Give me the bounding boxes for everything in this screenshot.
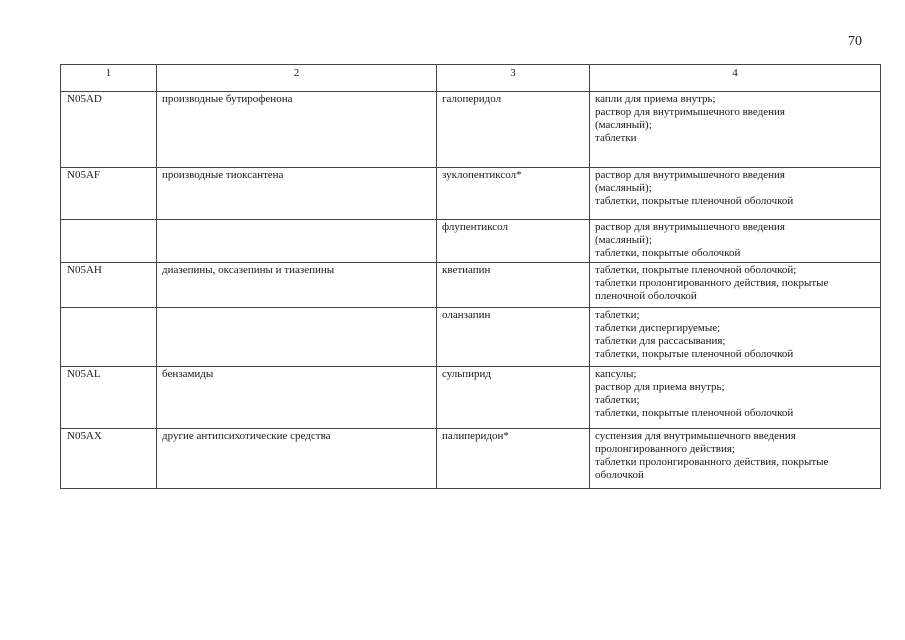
form-line: таблетки диспергируемые; <box>595 322 721 334</box>
table-row <box>61 263 881 308</box>
column-header-2: 2 <box>157 65 437 92</box>
page-number: 70 <box>848 34 862 49</box>
form-line: таблетки, покрытые оболочкой <box>595 247 741 259</box>
form-line: таблетки, покрытые пленочной оболочкой <box>595 348 794 360</box>
column-header-3: 3 <box>437 65 590 92</box>
forms-cell <box>590 429 881 489</box>
atc-code-cell <box>61 220 157 263</box>
group-cell: бензамиды <box>157 367 437 429</box>
drug-cell: зуклопентиксол* <box>437 168 590 220</box>
form-line: таблетки, покрытые пленочной оболочкой; <box>595 264 797 276</box>
column-header-1: 1 <box>61 65 157 92</box>
form-line: таблетки, покрытые пленочной оболочкой <box>595 195 794 207</box>
forms-cell <box>590 367 881 429</box>
drug-cell: сульпирид <box>437 367 590 429</box>
form-line: таблетки, покрытые пленочной оболочкой <box>595 407 794 419</box>
forms-cell <box>590 168 881 220</box>
group-cell: производные тиоксантена <box>157 168 437 220</box>
form-line: пролонгированного действия; <box>595 443 735 455</box>
form-line: (масляный); <box>595 234 652 246</box>
form-line: (масляный); <box>595 182 652 194</box>
drug-table <box>60 64 881 489</box>
drug-cell: оланзапин <box>437 308 590 367</box>
forms-cell <box>590 92 881 168</box>
drug-cell: флупентиксол <box>437 220 590 263</box>
form-line: капли для приема внутрь; <box>595 93 716 105</box>
form-line: суспензия для внутримышечного введения <box>595 430 796 442</box>
form-line: таблетки <box>595 132 637 144</box>
form-line: таблетки; <box>595 394 640 406</box>
column-header-4: 4 <box>590 65 881 92</box>
form-line: пленочной оболочкой <box>595 290 697 302</box>
atc-code-cell: N05AD <box>61 92 157 168</box>
atc-code-cell <box>61 308 157 367</box>
table-row <box>61 308 881 367</box>
form-line: таблетки пролонгированного действия, покрытые <box>595 456 829 468</box>
group-cell: диазепины, оксазепины и тиазепины <box>157 263 437 308</box>
atc-code-cell: N05AL <box>61 367 157 429</box>
form-line: раствор для внутримышечного введения <box>595 169 785 181</box>
table-row <box>61 367 881 429</box>
form-line: раствор для внутримышечного введения <box>595 106 785 118</box>
form-line: таблетки пролонгированного действия, покрытые <box>595 277 829 289</box>
table-row <box>61 429 881 489</box>
table-row <box>61 220 881 263</box>
group-cell: производные бутирофенона <box>157 92 437 168</box>
atc-code-cell: N05AX <box>61 429 157 489</box>
table-row <box>61 92 881 168</box>
drug-cell: палиперидон* <box>437 429 590 489</box>
group-cell <box>157 220 437 263</box>
atc-code-cell: N05AF <box>61 168 157 220</box>
group-cell <box>157 308 437 367</box>
atc-code-cell: N05AH <box>61 263 157 308</box>
drug-cell: кветиапин <box>437 263 590 308</box>
group-cell: другие антипсихотические средства <box>157 429 437 489</box>
form-line: таблетки; <box>595 309 640 321</box>
forms-cell <box>590 263 881 308</box>
drug-cell: галоперидол <box>437 92 590 168</box>
forms-cell <box>590 308 881 367</box>
form-line: раствор для приема внутрь; <box>595 381 725 393</box>
forms-cell <box>590 220 881 263</box>
form-line: оболочкой <box>595 469 644 481</box>
form-line: капсулы; <box>595 368 637 380</box>
form-line: таблетки для рассасывания; <box>595 335 726 347</box>
table-header-row <box>61 65 881 92</box>
form-line: раствор для внутримышечного введения <box>595 221 785 233</box>
table-row <box>61 168 881 220</box>
form-line: (масляный); <box>595 119 652 131</box>
